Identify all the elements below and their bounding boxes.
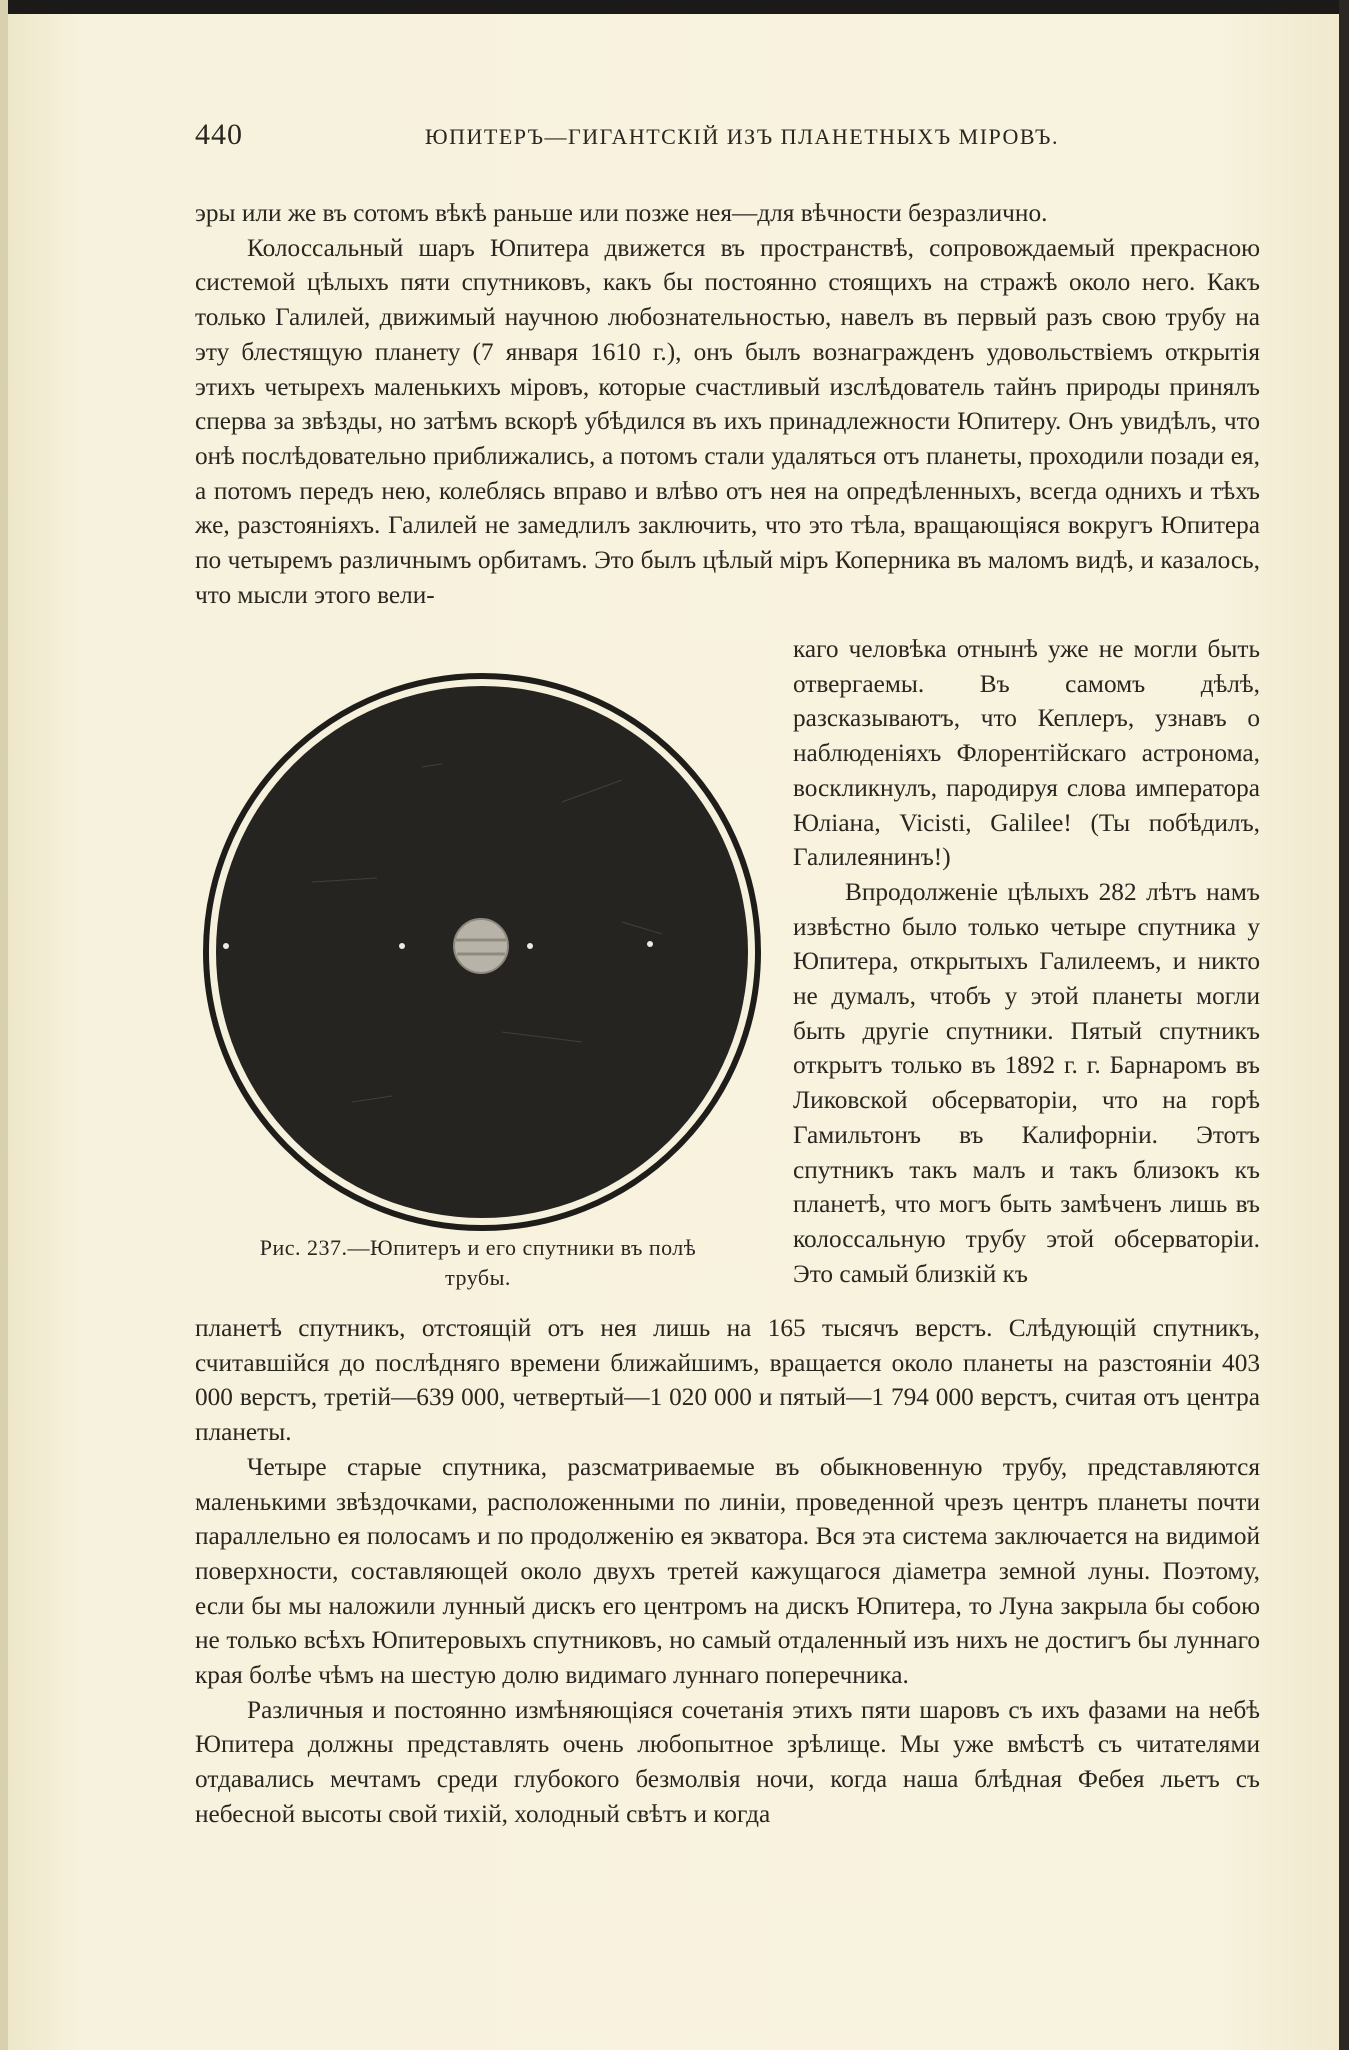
paragraph: Колоссальный шаръ Юпитера движется въ пространствѣ, сопровождаемый прекрасною системой цѣлыхъ пяти спутниковъ, какъ бы постоянно стоящихъ на стражѣ около него. Какъ только Галилей, движимый научною любознательностью, навелъ въ первый разъ свою трубу на эту блестящую планету (7 января 1610 г.), онъ былъ вознагражденъ удовольствіемъ открытія этихъ четырехъ маленькихъ міровъ, которые счастливый изслѣдователь тайнъ природы принялъ сперва за звѣзды, но затѣмъ вскорѣ убѣдился въ ихъ принадлежности Юпитеру. Онъ увидѣлъ, что онѣ послѣдовательно приближались, а потомъ стали удаляться отъ планеты, проходили позади ея, а потомъ передъ нею, колеблясь вправо и влѣво отъ нея на опредѣленныхъ, всегда однихъ и тѣхъ же, разстояніяхъ. Галилей не замедлилъ заключить, что это тѣла, вращающіяся вокругъ Юпитера по четыремъ различнымъ орбитамъ. Это былъ цѣлый міръ Коперника въ маломъ видѣ, и казалось, что мысли этого вели- <box>195 233 1260 609</box>
satellite-dot <box>223 943 229 949</box>
scan-right-edge <box>1339 0 1349 2050</box>
scan-top-border <box>0 0 1349 14</box>
paragraph: Различныя и постоянно измѣняющіяся сочетанія этихъ пяти шаровъ съ ихъ фазами на небѣ Юпитера должны представлять очень любопытное зрѣлище. Мы уже вмѣстѣ съ читателями отдавались мечтамъ среди глубокого безмолвія ночи, когда наша блѣдная Фебея льетъ съ небесной высоты свой тихій, холодный свѣтъ и когда <box>195 1695 1260 1828</box>
jupiter-telescope-field-figure <box>202 672 762 1232</box>
page-number: 440 <box>195 118 243 151</box>
running-title: ЮПИТЕРЪ—ГИГАНТСКІЙ ИЗЪ ПЛАНЕТНЫХЪ МІРОВЪ. <box>425 124 1059 149</box>
figure-caption: Рис. 237.—Юпитеръ и его спутники въ полѣ трубы. <box>259 1235 697 1290</box>
paragraph: Впродолженіе цѣлыхъ 282 лѣтъ намъ извѣстно было только четыре спутника у Юпитера, открытыхъ Галилеемъ, и никто не думалъ, чтобъ у этой планеты могли быть другіе спутники. Пятый спутникъ открытъ только въ 1892 г. г. Барнаромъ въ Ликовской обсерваторіи, что на горѣ Гамильтонъ въ Калифорніи. Этотъ спутникъ такъ малъ и такъ близокъ къ планетѣ, что могъ быть замѣченъ лишь въ колоссальную трубу этой обсерваторіи. Это самый близкій къ <box>793 877 1260 1288</box>
paragraph: планетѣ спутникъ, отстоящій отъ нея лишь на 165 тысячъ верстъ. Слѣдующій спутникъ, считавшійся до послѣдняго времени ближайшимъ, вращается около планеты на разстояніи 403 000 верстъ, третій—639 000, четвертый—1 020 000 и пятый—1 794 000 верстъ, считая отъ центра планеты. <box>195 1314 1260 1447</box>
scan-left-edge <box>0 0 8 2050</box>
paragraph: каго человѣка отнынѣ уже не могли быть отвергаемы. Въ самомъ дѣлѣ, разсказываютъ, что Кеплеръ, узнавъ о наблюденіяхъ Флорентійскаго астронома, воскликнулъ, пародируя слова императора Юліана, Vicisti, Galilee! (Ты побѣдилъ, Галилеянинъ!) <box>793 635 1260 872</box>
text-block-bottom <box>195 1311 1260 1832</box>
paragraph: Четыре старые спутника, разсматриваемые въ обыкновенную трубу, представляются маленькими звѣздочками, расположенными по линіи, проведенной чрезъ центръ планеты почти параллельно ея полосамъ и по продолженію ея экватора. Вся эта система заключается на видимой поверхности, составляющей около двухъ третей кажущагося діаметра земной луны. Поэтому, если бы мы наложили лунный дискъ его центромъ на дискъ Юпитера, то Луна закрыла бы собою не только всѣхъ Юпитеровыхъ спутниковъ, но самый отдаленный изъ нихъ не достигъ бы луннаго края болѣе чѣмъ на шестую долю видимаго луннаго поперечника. <box>195 1452 1260 1690</box>
paragraph: эры или же въ сотомъ вѣкѣ раньше или позже нея—для вѣчности безразлично. <box>195 199 1048 227</box>
satellite-dot <box>399 943 405 949</box>
satellite-dot <box>527 943 533 949</box>
satellite-dot <box>647 941 653 947</box>
text-block-right-column <box>793 632 1260 1291</box>
jupiter-disc-icon <box>454 919 508 973</box>
telescope-field-icon <box>202 672 762 1232</box>
page-header <box>195 118 1260 158</box>
text-block-top <box>195 196 1260 612</box>
